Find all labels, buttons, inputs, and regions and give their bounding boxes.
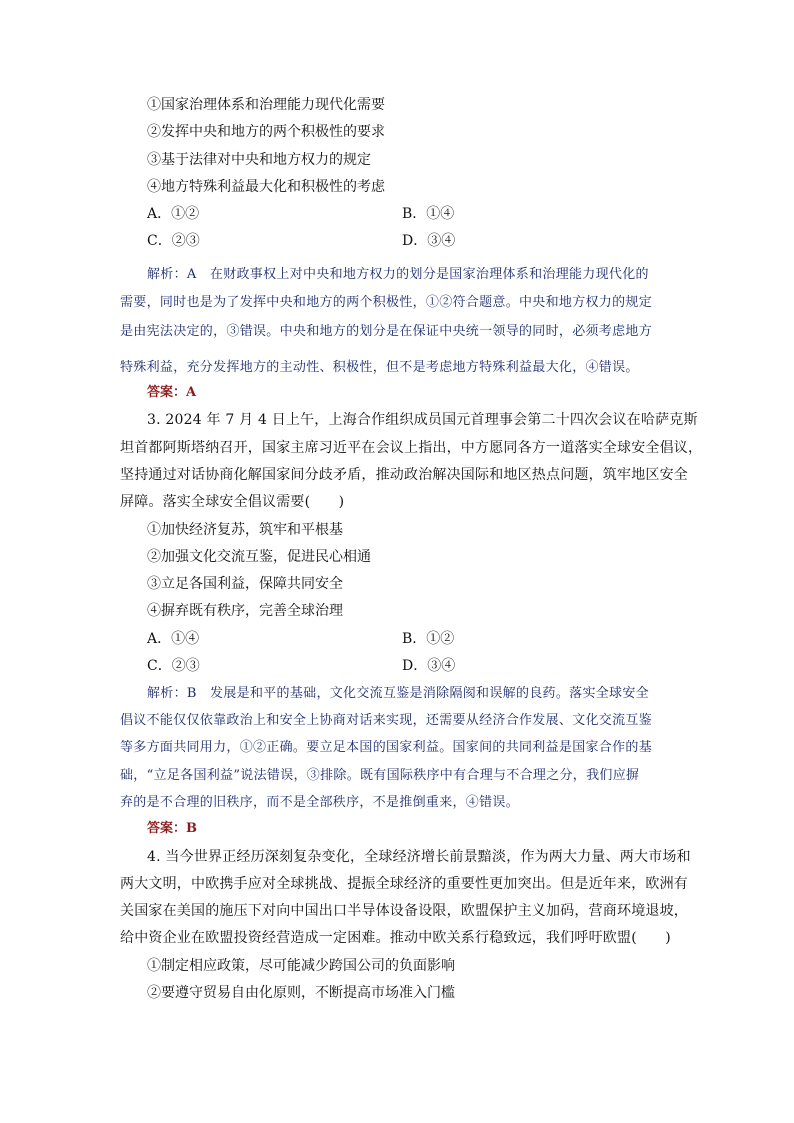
analysis-line: 解析：A 在财政事权上对中央和地方权力的划分是国家治理体系和治理能力现代化的 bbox=[147, 267, 649, 282]
choice-c: C．②③ bbox=[147, 658, 200, 674]
choice-c: C．②③ bbox=[147, 233, 200, 249]
option-1: ①制定相应政策，尽可能减少跨国公司的负面影响 bbox=[147, 958, 455, 974]
question-stem: 给中资企业在欧盟投资经营造成一定困难。推动中欧关系行稳致远，我们呼吁欧盟( ) bbox=[120, 930, 671, 946]
option-2: ②加强文化交流互鉴，促进民心相通 bbox=[147, 549, 371, 565]
question-stem: 坚持通过对话协商化解国家间分歧矛盾，推动政治解决国际和地区热点问题，筑牢地区安全 bbox=[120, 467, 688, 483]
analysis-line: 等多方面共同用力，①②正确。要立足本国的国家利益。国家间的共同利益是国家合作的基 bbox=[120, 740, 653, 755]
option-3: ③基于法律对中央和地方权力的规定 bbox=[147, 152, 371, 168]
analysis-line: 解析：B 发展是和平的基础，文化交流互鉴是消除隔阂和误解的良药。落实全球安全 bbox=[147, 686, 649, 701]
analysis-line: 弃的是不合理的旧秩序，而不是全部秩序，不是推倒重来，④错误。 bbox=[120, 795, 520, 810]
option-1: ①加快经济复苏，筑牢和平根基 bbox=[147, 522, 343, 538]
option-4: ④摒弃既有秩序，完善全球治理 bbox=[147, 603, 343, 619]
option-2: ②发挥中央和地方的两个积极性的要求 bbox=[147, 124, 385, 140]
option-1: ①国家治理体系和治理能力现代化需要 bbox=[147, 97, 385, 113]
choice-d: D．③④ bbox=[402, 233, 456, 249]
question-stem: 4. 当今世界正经历深刻复杂变化，全球经济增长前景黯淡，作为两大力量、两大市场和 bbox=[147, 849, 691, 865]
answer-label: 答案：B bbox=[147, 821, 197, 836]
option-4: ④地方特殊利益最大化和积极性的考虑 bbox=[147, 179, 385, 195]
analysis-line: 需要，同时也是为了发挥中央和地方的两个积极性，①②符合题意。中央和地方权力的规定 bbox=[120, 295, 653, 310]
choice-b: B．①④ bbox=[402, 206, 455, 222]
answer-label: 答案：A bbox=[147, 385, 197, 400]
choice-d: D．③④ bbox=[402, 658, 456, 674]
analysis-line: 是由宪法决定的，③错误。中央和地方的划分是在保证中央统一领导的同时，必须考虑地方 bbox=[120, 324, 653, 339]
question-stem: 坦首都阿斯塔纳召开，国家主席习近平在会议上指出，中方愿同各方一道落实全球安全倡议， bbox=[120, 440, 703, 456]
choice-a: A．①④ bbox=[147, 631, 200, 647]
analysis-line: 础，“立足各国利益”说法错误，③排除。既有国际秩序中有合理与不合理之分，我们应摒 bbox=[120, 768, 640, 783]
question-stem: 3. 2024 年 7 月 4 日上午，上海合作组织成员国元首理事会第二十四次会议在哈萨克斯 bbox=[147, 412, 698, 428]
analysis-line: 特殊利益，充分发挥地方的主动性、积极性，但不是考虑地方特殊利益最大化，④错误。 bbox=[120, 360, 639, 375]
choice-b: B．①② bbox=[402, 631, 455, 647]
choice-a: A．①② bbox=[147, 206, 200, 222]
question-stem: 两大文明，中欧携手应对全球挑战、提振全球经济的重要性更加突出。但是近年来，欧洲有 bbox=[120, 876, 688, 892]
option-3: ③立足各国利益，保障共同安全 bbox=[147, 576, 343, 592]
question-stem: 屏障。落实全球安全倡议需要( ) bbox=[120, 494, 345, 510]
question-stem: 关国家在美国的施压下对向中国出口半导体设备设限，欧盟保护主义加码，营商环境退坡， bbox=[120, 903, 688, 919]
option-2: ②要遵守贸易自由化原则，不断提高市场准入门槛 bbox=[147, 985, 455, 1001]
analysis-line: 倡议不能仅仅依靠政治上和安全上协商对话来实现，还需要从经济合作发展、文化交流互鉴 bbox=[120, 713, 653, 728]
